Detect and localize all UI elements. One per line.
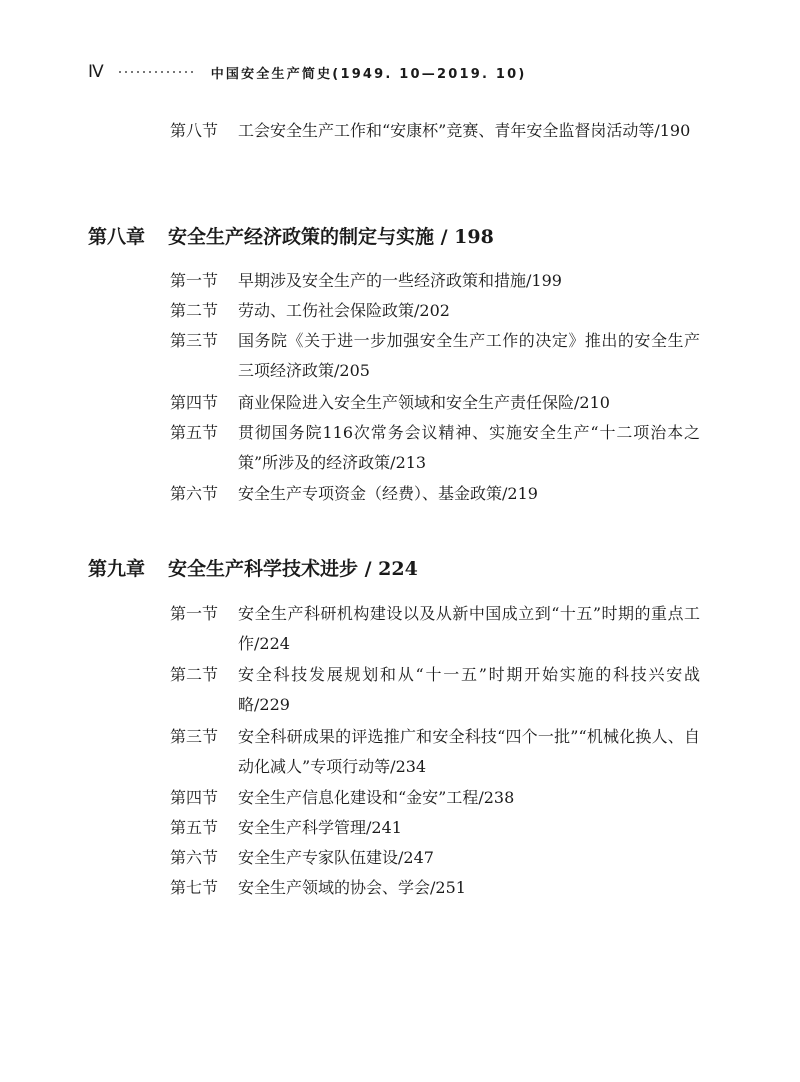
toc-section <box>170 783 710 813</box>
section-text: 劳动、工伤社会保险政策/202 <box>238 301 450 320</box>
dotted-leader <box>117 71 197 73</box>
toc-section <box>170 843 710 873</box>
toc-section <box>170 722 710 782</box>
chapter-title: 安全生产经济政策的制定与实施 / 198 <box>168 226 494 248</box>
section-text: 安全生产信息化建设和“金安”工程/238 <box>238 788 515 807</box>
running-head <box>88 60 526 84</box>
section-text: 工会安全生产工作和“安康杯”竞赛、青年安全监督岗活动等/190 <box>238 121 691 140</box>
chapter-label: 第八章 <box>88 226 146 248</box>
toc-section <box>170 479 710 509</box>
section-text: 商业保险进入安全生产领域和安全生产责任保险/210 <box>238 393 610 412</box>
toc-section <box>170 388 710 418</box>
section-text: 安全科技发展规划和从“十一五”时期开始实施的科技兴安战略/229 <box>238 665 700 714</box>
section-label: 第六节 <box>170 848 219 867</box>
section-label: 第五节 <box>170 423 219 442</box>
running-head-title: 中国安全生产简史(1949. 10—2019. 10) <box>210 66 527 82</box>
toc-section <box>170 599 710 659</box>
section-label: 第七节 <box>170 878 219 897</box>
toc-section <box>170 418 710 478</box>
section-text: 安全生产专项资金（经费）、基金政策/219 <box>238 484 538 503</box>
section-label: 第五节 <box>170 818 219 837</box>
section-text: 安全生产专家队伍建设/247 <box>238 848 434 867</box>
toc-section-carryover <box>170 116 710 146</box>
section-text: 安全生产科研机构建设以及从新中国成立到“十五”时期的重点工作/224 <box>238 604 700 653</box>
section-text: 安全生产科学管理/241 <box>238 818 402 837</box>
section-text: 安全科研成果的评选推广和安全科技“四个一批”“机械化换人、自动化减人”专项行动等/234 <box>238 727 700 776</box>
chapter-heading <box>88 554 418 584</box>
toc-section <box>170 660 710 720</box>
section-label: 第三节 <box>170 727 219 746</box>
section-text: 国务院《关于进一步加强安全生产工作的决定》推出的安全生产三项经济政策/205 <box>238 331 700 380</box>
section-label: 第四节 <box>170 393 219 412</box>
section-text: 早期涉及安全生产的一些经济政策和措施/199 <box>238 271 562 290</box>
section-label: 第八节 <box>170 121 219 140</box>
toc-section <box>170 266 710 296</box>
chapter-label: 第九章 <box>88 558 146 580</box>
chapter-title: 安全生产科学技术进步 / 224 <box>168 558 418 580</box>
page-number: Ⅳ <box>88 62 103 81</box>
section-text: 安全生产领域的协会、学会/251 <box>238 878 466 897</box>
section-label: 第四节 <box>170 788 219 807</box>
toc-section <box>170 873 710 903</box>
section-label: 第一节 <box>170 271 219 290</box>
section-label: 第一节 <box>170 604 219 623</box>
section-label: 第二节 <box>170 665 219 684</box>
section-label: 第三节 <box>170 331 219 350</box>
chapter-heading <box>88 222 494 252</box>
section-label: 第六节 <box>170 484 219 503</box>
toc-section <box>170 813 710 843</box>
section-text: 贯彻国务院116次常务会议精神、实施安全生产“十二项治本之策”所涉及的经济政策/213 <box>238 423 700 472</box>
toc-section <box>170 296 710 326</box>
toc-section <box>170 326 710 386</box>
section-label: 第二节 <box>170 301 219 320</box>
